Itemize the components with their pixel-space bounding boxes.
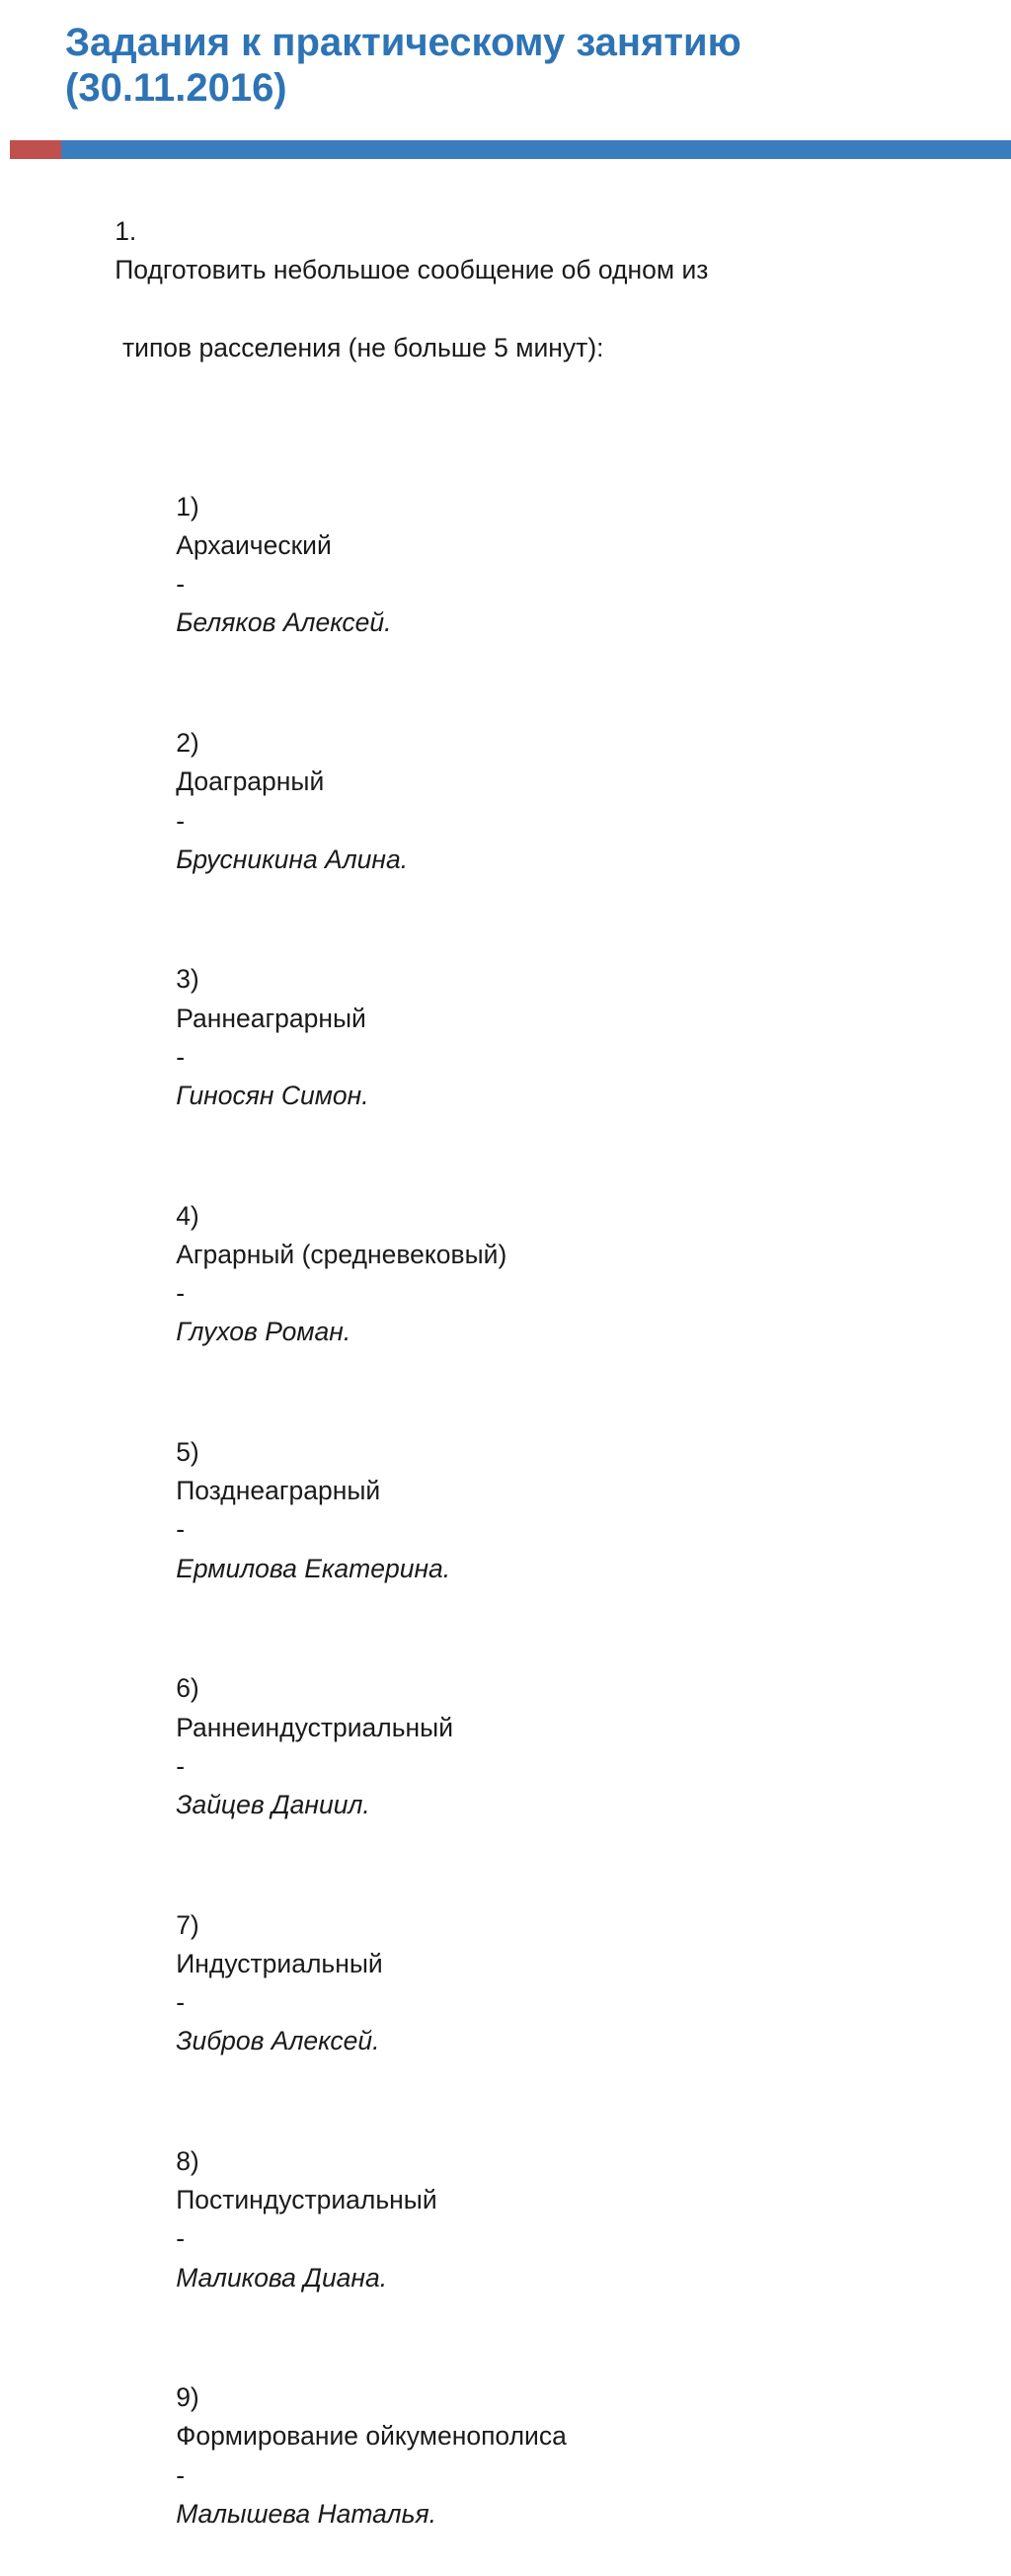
list-item-marker: 4) — [176, 1200, 199, 1231]
task-intro — [61, 174, 950, 445]
list-item-name: Глухов Роман — [176, 1317, 344, 1347]
list-item-marker: 1) — [176, 491, 199, 522]
title-block — [65, 20, 973, 111]
list-item-type: Индустриальный — [176, 1948, 383, 1978]
slide-body — [61, 174, 950, 2576]
page-title: Задания к практическому занятию (30.11.2016) — [65, 21, 741, 110]
list-item-type: Постиндустриальный — [176, 2185, 437, 2215]
list-item-name: Беляков Алексей — [176, 607, 385, 638]
list-item-marker: 7) — [176, 1909, 199, 1940]
list-item — [61, 1158, 950, 1390]
list-item-end: . — [361, 1081, 369, 1111]
accent-bar-right — [61, 140, 1011, 159]
list-item-type: Раннеиндустриальный — [176, 1712, 453, 1742]
list-item-marker: 8) — [176, 2145, 199, 2176]
list-item-marker: 9) — [176, 2382, 199, 2413]
list-item-end: . — [379, 2262, 388, 2293]
list-item-type: Формирование ойкуменополиса — [176, 2421, 567, 2452]
list-item-dash: - — [176, 805, 186, 836]
list-item — [61, 1631, 950, 1863]
list-item — [61, 1395, 950, 1627]
list-item-end: . — [400, 844, 409, 874]
list-item-name: Ермилова Екатерина — [176, 1553, 443, 1583]
list-item — [61, 1867, 950, 2099]
list-item-dash: - — [176, 569, 186, 600]
list-item-dash: - — [176, 2459, 186, 2490]
list-item-end: . — [372, 2026, 380, 2056]
list-item-name: Зибров Алексей — [176, 2026, 373, 2056]
task-intro-number: 1. — [115, 216, 137, 247]
task-intro-line2: типов расселения (не больше 5 минут): — [122, 332, 604, 362]
list-item-end: . — [442, 1553, 451, 1583]
list-item — [61, 2104, 950, 2336]
list-item-name: Гиносян Симон — [176, 1081, 362, 1111]
list-item-dash: - — [176, 2223, 186, 2254]
list-item-type: Раннеаграрный — [176, 1003, 366, 1033]
list-item-end: . — [343, 1317, 351, 1347]
task-intro-line1: Подготовить небольшое сообщение об одном из — [115, 255, 709, 285]
list-item-end: . — [384, 607, 392, 638]
list-item-marker: 2) — [176, 728, 199, 759]
list-item-name: Брусникина Алина — [176, 844, 401, 874]
list-item-end: . — [362, 1789, 370, 1819]
list-item-type: Аграрный (средневековый) — [176, 1239, 507, 1269]
list-item-type: Архаический — [176, 529, 332, 560]
list-item-dash: - — [176, 1514, 186, 1545]
list-item-name: Малышева Наталья — [176, 2498, 429, 2529]
list-item — [61, 2340, 950, 2572]
list-item-end: . — [428, 2498, 437, 2529]
list-item-dash: - — [176, 1750, 186, 1781]
list-item-dash: - — [176, 1041, 186, 1072]
list-item — [61, 449, 950, 682]
list-item-marker: 3) — [176, 964, 199, 995]
accent-bar-left — [10, 140, 61, 159]
list-item-marker: 6) — [176, 1673, 199, 1704]
list-item-name: Зайцев Даниил — [176, 1789, 363, 1819]
list-item — [61, 922, 950, 1154]
list-item-dash: - — [176, 1987, 186, 2018]
list-item-type: Доаграрный — [176, 766, 325, 797]
list-item-dash: - — [176, 1278, 186, 1309]
list-item-marker: 5) — [176, 1437, 199, 1467]
list-item — [61, 685, 950, 918]
list-item-name: Маликова Диана — [176, 2262, 380, 2293]
list-item-type: Позднеаграрный — [176, 1476, 381, 1506]
